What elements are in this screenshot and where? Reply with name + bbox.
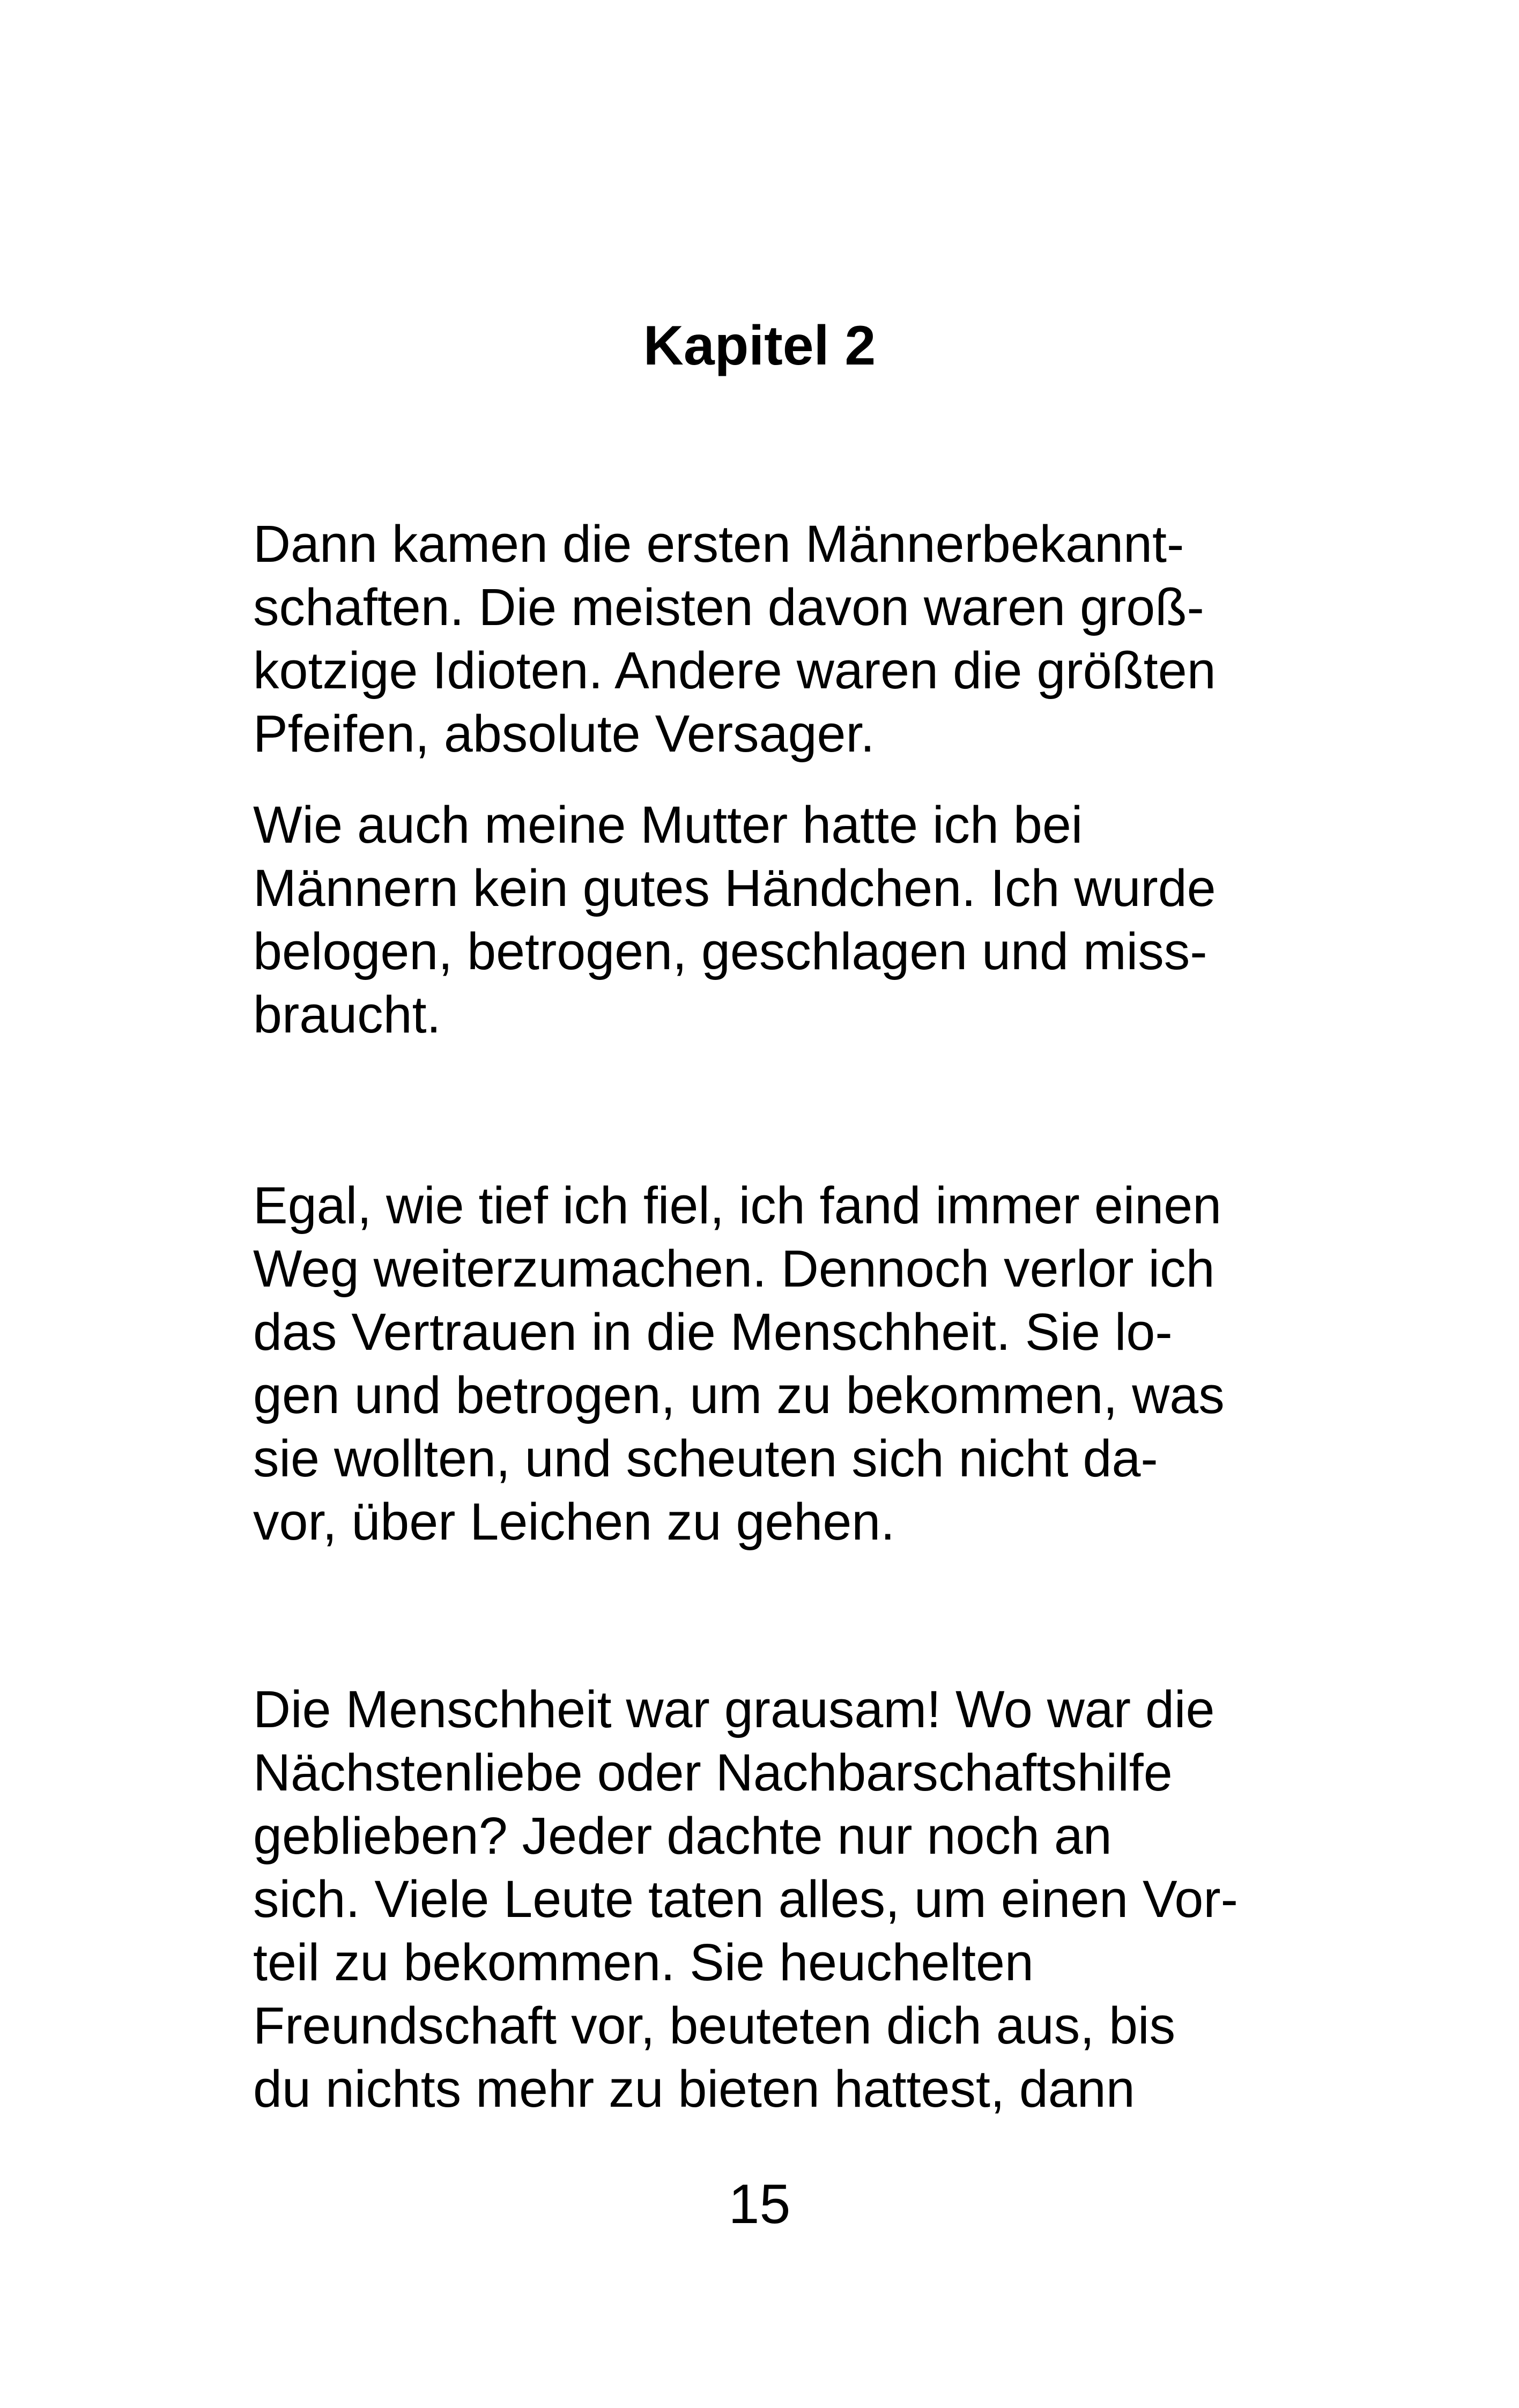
text-line: teil zu bekommen. Sie heuchelten xyxy=(253,1933,1034,1991)
chapter-title: Kapitel 2 xyxy=(643,315,876,377)
page-number: 15 xyxy=(728,2173,791,2235)
text-line: schaften. Die meisten davon waren groß- xyxy=(253,578,1204,636)
text-line: Dann kamen die ersten Männerbekannt- xyxy=(253,515,1184,573)
text-line: du nichts mehr zu bieten hattest, dann xyxy=(253,2060,1135,2118)
text-line: Die Menschheit war grausam! Wo war die xyxy=(253,1680,1215,1738)
text-line: Pfeifen, absolute Versager. xyxy=(253,704,875,763)
text-line: vor, über Leichen zu gehen. xyxy=(253,1492,895,1551)
text-line: sie wollten, und scheuten sich nicht da- xyxy=(253,1429,1158,1488)
text-line: sich. Viele Leute taten alles, um einen Vor- xyxy=(253,1870,1238,1928)
text-line: Nächstenliebe oder Nachbarschaftshilfe xyxy=(253,1743,1173,1802)
text-line: das Vertrauen in die Menschheit. Sie lo- xyxy=(253,1303,1173,1361)
text-line: Egal, wie tief ich fiel, ich fand immer einen xyxy=(253,1176,1222,1235)
text-line: Wie auch meine Mutter hatte ich bei xyxy=(253,796,1083,854)
text-line: Freundschaft vor, beuteten dich aus, bis xyxy=(253,1996,1176,2055)
text-line: kotzige Idioten. Andere waren die größten xyxy=(253,641,1216,700)
text-line: geblieben? Jeder dachte nur noch an xyxy=(253,1807,1112,1865)
text-line: gen und betrogen, um zu bekommen, was xyxy=(253,1366,1225,1424)
text-line: Männern kein gutes Händchen. Ich wurde xyxy=(253,859,1216,917)
text-line: Weg weiterzumachen. Dennoch verlor ich xyxy=(253,1239,1215,1298)
text-line: braucht. xyxy=(253,985,441,1044)
text-line: belogen, betrogen, geschlagen und miss- xyxy=(253,922,1207,980)
